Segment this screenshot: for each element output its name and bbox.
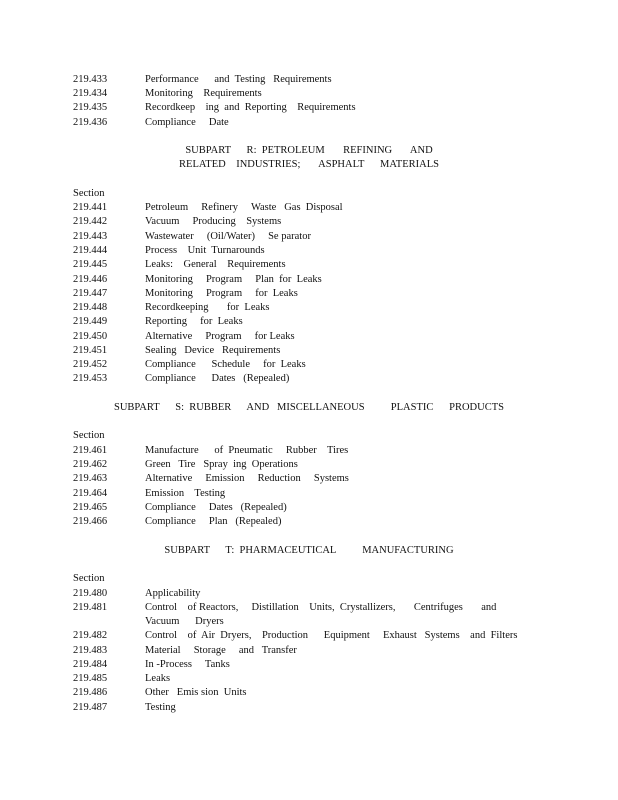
section-row (0, 658, 618, 672)
section-label: Section (73, 188, 105, 199)
section-row (0, 344, 618, 358)
section-title: Leaks (145, 673, 171, 684)
section-row (0, 372, 618, 386)
section-number: 219.435 (73, 102, 108, 113)
section-row (0, 244, 618, 258)
section-number: 219.463 (73, 473, 108, 484)
section-row (0, 116, 618, 130)
section-row (0, 444, 618, 458)
section-row (0, 501, 618, 515)
section-number: 219.443 (73, 231, 108, 242)
section-row (0, 287, 618, 301)
section-title: Compliance Dates (Repealed) (145, 373, 290, 384)
section-number: 219.442 (73, 216, 108, 227)
section-row (0, 458, 618, 472)
section-title: Other Emis sion Units (145, 687, 247, 698)
section-title: Monitoring Requirements (145, 88, 262, 99)
section-row (0, 101, 618, 115)
section-number: 219.433 (73, 74, 108, 85)
section-number: 219.483 (73, 645, 108, 656)
section-title: Petroleum Refinery Waste Gas Disposal (145, 202, 343, 213)
section-label-row (0, 572, 618, 586)
section-title: In -Process Tanks (145, 659, 230, 670)
section-row (0, 487, 618, 501)
section-number: 219.484 (73, 659, 108, 670)
section-title: Leaks: General Requirements (145, 259, 286, 270)
section-row (0, 587, 618, 601)
section-title: Process Unit Turnarounds (145, 245, 265, 256)
section-title: Monitoring Program for Leaks (145, 288, 298, 299)
section-title: Sealing Device Requirements (145, 345, 281, 356)
section-row (0, 330, 618, 344)
section-number: 219.446 (73, 274, 108, 285)
section-number: 219.466 (73, 516, 108, 527)
section-number: 219.453 (73, 373, 108, 384)
section-row (0, 73, 618, 87)
section-number: 219.441 (73, 202, 108, 213)
section-row (0, 629, 618, 643)
section-label-row (0, 187, 618, 201)
section-title: Compliance Plan (Repealed) (145, 516, 282, 527)
section-title: Compliance Dates (Repealed) (145, 502, 287, 513)
section-title: Green Tire Spray ing Operations (145, 459, 298, 470)
subpart-t-heading: SUBPART T: PHARMACEUTICAL MANUFACTURING (164, 545, 454, 556)
section-title: Recordkeeping for Leaks (145, 302, 270, 313)
section-number: 219.480 (73, 588, 108, 599)
section-title: Alternative Emission Reduction Systems (145, 473, 349, 484)
subpart-s-heading: SUBPART S: RUBBER AND MISCELLANEOUS PLASTIC PRODUCTS (114, 402, 504, 413)
section-number: 219.451 (73, 345, 108, 356)
section-label: Section (73, 430, 105, 441)
section-number: 219.485 (73, 673, 108, 684)
section-title: Control of Reactors, Distillation Units, Crystallizers, Centrifuges and (145, 602, 497, 613)
section-row (0, 230, 618, 244)
section-row (0, 601, 618, 615)
section-number: 219.449 (73, 316, 108, 327)
section-row (0, 644, 618, 658)
section-title: Compliance Date (145, 117, 229, 128)
section-title: Vacuum Producing Systems (145, 216, 282, 227)
subpart-r-heading-line2: RELATED INDUSTRIES; ASPHALT MATERIALS (179, 159, 439, 170)
section-title: Recordkeep ing and Reporting Requirements (145, 102, 356, 113)
section-row (0, 215, 618, 229)
section-number: 219.462 (73, 459, 108, 470)
section-row (0, 358, 618, 372)
section-row (0, 672, 618, 686)
section-number: 219.444 (73, 245, 108, 256)
section-title: Alternative Program for Leaks (145, 331, 295, 342)
section-number: 219.434 (73, 88, 108, 99)
section-title: Material Storage and Transfer (145, 645, 297, 656)
section-title: Emission Testing (145, 488, 226, 499)
section-label-row (0, 429, 618, 443)
section-number: 219.481 (73, 602, 108, 613)
section-row (0, 701, 618, 715)
section-label: Section (73, 573, 105, 584)
section-number: 219.487 (73, 702, 108, 713)
section-number: 219.482 (73, 630, 108, 641)
section-row (0, 472, 618, 486)
section-row (0, 515, 618, 529)
section-row (0, 273, 618, 287)
section-number: 219.447 (73, 288, 108, 299)
section-row (0, 201, 618, 215)
section-number: 219.448 (73, 302, 108, 313)
section-title: Performance and Testing Requirements (145, 74, 332, 85)
section-row (0, 301, 618, 315)
section-row (0, 686, 618, 700)
section-row-continuation (0, 615, 618, 629)
section-number: 219.445 (73, 259, 108, 270)
section-title: Reporting for Leaks (145, 316, 243, 327)
section-row (0, 87, 618, 101)
section-title: Compliance Schedule for Leaks (145, 359, 306, 370)
section-number: 219.450 (73, 331, 108, 342)
section-title: Testing (145, 702, 176, 713)
subpart-r-heading-line1: SUBPART R: PETROLEUM REFINING AND (185, 145, 433, 156)
section-number: 219.452 (73, 359, 108, 370)
section-row (0, 315, 618, 329)
section-title: Manufacture of Pneumatic Rubber Tires (145, 445, 349, 456)
section-row (0, 258, 618, 272)
section-number: 219.486 (73, 687, 108, 698)
section-title: Control of Air Dryers, Production Equipment Exhaust Systems and Filters (145, 630, 518, 641)
section-title: Applicability (145, 588, 201, 599)
section-number: 219.461 (73, 445, 108, 456)
section-title: Monitoring Program Plan for Leaks (145, 274, 322, 285)
section-title: Wastewater (Oil/Water) Se parator (145, 231, 311, 242)
section-number: 219.436 (73, 117, 108, 128)
section-number: 219.465 (73, 502, 108, 513)
section-title-continuation: Vacuum Dryers (145, 616, 224, 627)
section-number: 219.464 (73, 488, 108, 499)
